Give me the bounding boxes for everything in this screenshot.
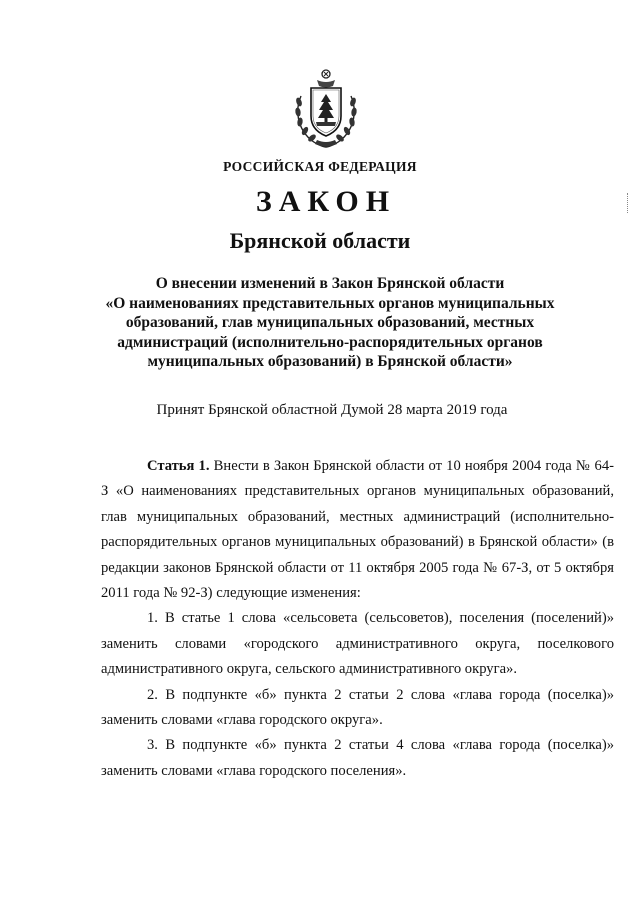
document-type-heading: ЗАКОН bbox=[255, 185, 397, 218]
article-1-intro-text: Внести в Закон Брянской области от 10 ноября 2004 года № 64-З «О наименованиях представительных органов муниципальных образований, глав муниципальных образований, местных администраций (исполнительно-распорядительных органов муниципальных образований) в Брянской области» (в редакции законов Брянской области от 11 октября 2005 года № 67-З, от 5 октября 2011 года № 92-З) следующие изменения: bbox=[101, 458, 614, 602]
coat-of-arms-icon bbox=[291, 66, 361, 150]
law-subject-line1: О внесении изменений в Закон Брянской области bbox=[155, 275, 505, 292]
law-subject bbox=[100, 274, 560, 372]
adoption-note: Принят Брянской областной Думой 28 марта 2019 года bbox=[156, 402, 508, 418]
law-subject-line2: «О наименованиях представительных органов муниципальных образований, глав муниципальных образований, местных администраций (исполнительно-распорядительных органов муниципальных образований) в Брянской области» bbox=[105, 294, 555, 370]
article-1-item-3: 3. В подпункте «б» пункта 2 статьи 4 слова «глава города (поселка)» заменить словами «глава городского поселения». bbox=[101, 737, 614, 779]
article-1-item-1: 1. В статье 1 слова «сельсовета (сельсоветов), поселения (поселений)» заменить словами «городского административного округа, поселкового административного округа, сельского административного округа». bbox=[101, 610, 614, 678]
article-1-intro bbox=[101, 454, 614, 606]
article-1 bbox=[101, 454, 614, 784]
scan-margin-mark bbox=[627, 193, 632, 213]
region-heading: Брянской области bbox=[229, 228, 411, 253]
article-1-label: Статья 1. bbox=[147, 458, 210, 474]
federation-heading: РОССИЙСКАЯ ФЕДЕРАЦИЯ bbox=[223, 159, 417, 174]
article-1-item-2: 2. В подпункте «б» пункта 2 статьи 2 слова «глава города (поселка)» заменить словами «глава городского округа». bbox=[101, 686, 614, 729]
